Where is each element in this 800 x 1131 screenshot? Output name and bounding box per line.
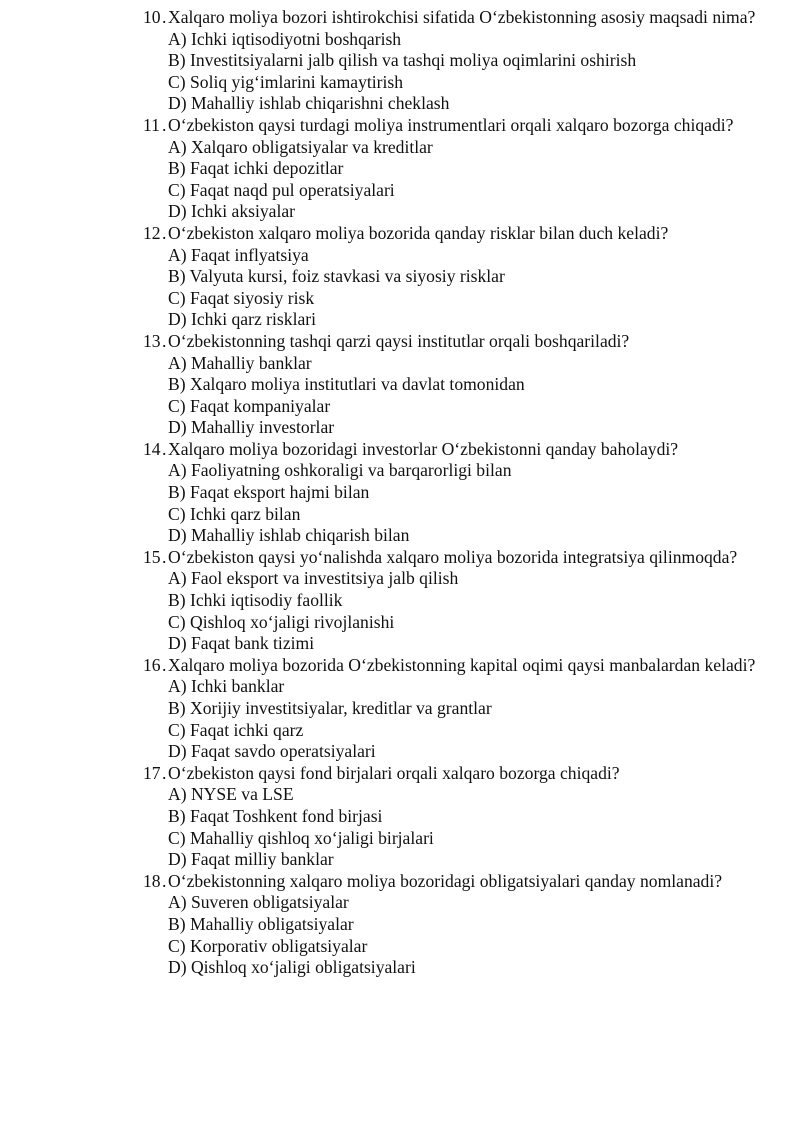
- answer-options: [143, 460, 763, 546]
- answer-option: B) Mahalliy obligatsiyalar: [168, 913, 354, 934]
- question-14: [143, 439, 763, 547]
- question-16: [143, 655, 763, 763]
- question-10: [143, 7, 763, 115]
- question-text: O‘zbekiston qaysi yo‘nalishda xalqaro moliya bozorida integratsiya qilinmoqda?: [168, 546, 738, 567]
- answer-option: D) Qishloq xo‘jaligi obligatsiyalari: [168, 957, 416, 978]
- answer-option: A) Faqat inflyatsiya: [168, 244, 309, 265]
- answer-option: C) Faqat ichki qarz: [168, 719, 304, 740]
- question-number: 18: [143, 870, 161, 891]
- answer-option: A) Ichki banklar: [168, 676, 285, 697]
- answer-options: [143, 137, 763, 223]
- question-stem: [143, 763, 763, 785]
- question-number-dot: .: [162, 654, 167, 675]
- question-number: 16: [143, 654, 161, 675]
- question-number: 12: [143, 222, 161, 243]
- question-text: O‘zbekiston xalqaro moliya bozorida qanday risklar bilan duch keladi?: [168, 222, 669, 243]
- question-number-dot: .: [162, 870, 167, 891]
- answer-option: B) Faqat Toshkent fond birjasi: [168, 805, 383, 826]
- answer-option: C) Soliq yig‘imlarini kamaytirish: [168, 71, 404, 92]
- answer-option: A) NYSE va LSE: [168, 784, 294, 805]
- answer-options: [143, 676, 763, 762]
- answer-option: D) Mahalliy ishlab chiqarish bilan: [168, 525, 410, 546]
- question-text: Xalqaro moliya bozoridagi investorlar O‘zbekistonni qanday baholaydi?: [168, 438, 679, 459]
- question-number: 15: [143, 546, 161, 567]
- question-text: O‘zbekistonning tashqi qarzi qaysi institutlar orqali boshqariladi?: [168, 330, 630, 351]
- answer-option: A) Suveren obligatsiyalar: [168, 892, 349, 913]
- question-stem: [143, 547, 763, 569]
- answer-options: [143, 784, 763, 870]
- answer-option: B) Valyuta kursi, foiz stavkasi va siyosiy risklar: [168, 266, 505, 287]
- question-stem: [143, 115, 763, 137]
- answer-options: [143, 568, 763, 654]
- question-stem: [143, 655, 763, 677]
- answer-option: D) Faqat savdo operatsiyalari: [168, 741, 376, 762]
- answer-options: [143, 353, 763, 439]
- answer-options: [143, 245, 763, 331]
- answer-option: A) Xalqaro obligatsiyalar va kreditlar: [168, 136, 433, 157]
- question-12: [143, 223, 763, 331]
- question-list: [143, 7, 763, 979]
- question-15: [143, 547, 763, 655]
- question-11: [143, 115, 763, 223]
- question-number-dot: .: [162, 762, 167, 783]
- answer-option: A) Faoliyatning oshkoraligi va barqarorligi bilan: [168, 460, 512, 481]
- answer-option: B) Faqat ichki depozitlar: [168, 158, 344, 179]
- question-18: [143, 871, 763, 979]
- answer-option: A) Ichki iqtisodiyotni boshqarish: [168, 28, 402, 49]
- answer-option: B) Xalqaro moliya institutlari va davlat tomonidan: [168, 374, 525, 395]
- question-number-dot: .: [162, 7, 167, 27]
- answer-option: C) Faqat siyosiy risk: [168, 287, 315, 308]
- question-number: 14: [143, 438, 161, 459]
- question-stem: [143, 439, 763, 461]
- question-text: Xalqaro moliya bozori ishtirokchisi sifatida O‘zbekistonning asosiy maqsadi nima?: [168, 7, 756, 27]
- answer-option: D) Ichki qarz risklari: [168, 309, 317, 330]
- answer-options: [143, 892, 763, 978]
- question-text: O‘zbekiston qaysi fond birjalari orqali xalqaro bozorga chiqadi?: [168, 762, 620, 783]
- answer-option: C) Faqat kompaniyalar: [168, 395, 331, 416]
- answer-option: A) Mahalliy banklar: [168, 352, 312, 373]
- question-text: O‘zbekiston qaysi turdagi moliya instrumentlari orqali xalqaro bozorga chiqadi?: [168, 114, 734, 135]
- answer-option: C) Mahalliy qishloq xo‘jaligi birjalari: [168, 827, 434, 848]
- answer-option: B) Xorijiy investitsiyalar, kreditlar va grantlar: [168, 698, 492, 718]
- answer-option: D) Mahalliy investorlar: [168, 417, 335, 438]
- answer-option: C) Faqat naqd pul operatsiyalari: [168, 179, 395, 200]
- answer-option: D) Ichki aksiyalar: [168, 201, 296, 222]
- answer-option: B) Ichki iqtisodiy faollik: [168, 590, 343, 611]
- question-number: 17: [143, 762, 161, 783]
- question-number-dot: .: [162, 546, 167, 567]
- question-text: Xalqaro moliya bozorida O‘zbekistonning kapital oqimi qaysi manbalardan keladi?: [168, 654, 756, 675]
- answer-option: D) Faqat bank tizimi: [168, 633, 315, 654]
- answer-option: D) Mahalliy ishlab chiqarishni cheklash: [168, 93, 450, 114]
- answer-option: C) Korporativ obligatsiyalar: [168, 935, 368, 956]
- question-stem: [143, 871, 763, 893]
- answer-option: C) Qishloq xo‘jaligi rivojlanishi: [168, 611, 395, 632]
- question-number-dot: .: [162, 114, 167, 135]
- question-number-dot: .: [162, 438, 167, 459]
- answer-option: B) Faqat eksport hajmi bilan: [168, 482, 370, 503]
- answer-option: A) Faol eksport va investitsiya jalb qilish: [168, 568, 459, 589]
- question-number: 11: [143, 114, 160, 135]
- question-stem: [143, 223, 763, 245]
- question-17: [143, 763, 763, 871]
- question-text: O‘zbekistonning xalqaro moliya bozoridagi obligatsiyalari qanday nomlanadi?: [168, 870, 723, 891]
- answer-options: [143, 29, 763, 115]
- answer-option: C) Ichki qarz bilan: [168, 503, 301, 524]
- question-number-dot: .: [162, 330, 167, 351]
- answer-option: D) Faqat milliy banklar: [168, 849, 334, 870]
- question-number: 13: [143, 330, 161, 351]
- question-number: 10: [143, 7, 161, 27]
- question-stem: [143, 331, 763, 353]
- question-13: [143, 331, 763, 439]
- answer-option: B) Investitsiyalarni jalb qilish va tashqi moliya oqimlarini oshirish: [168, 50, 637, 71]
- question-number-dot: .: [162, 222, 167, 243]
- question-stem: [143, 7, 763, 29]
